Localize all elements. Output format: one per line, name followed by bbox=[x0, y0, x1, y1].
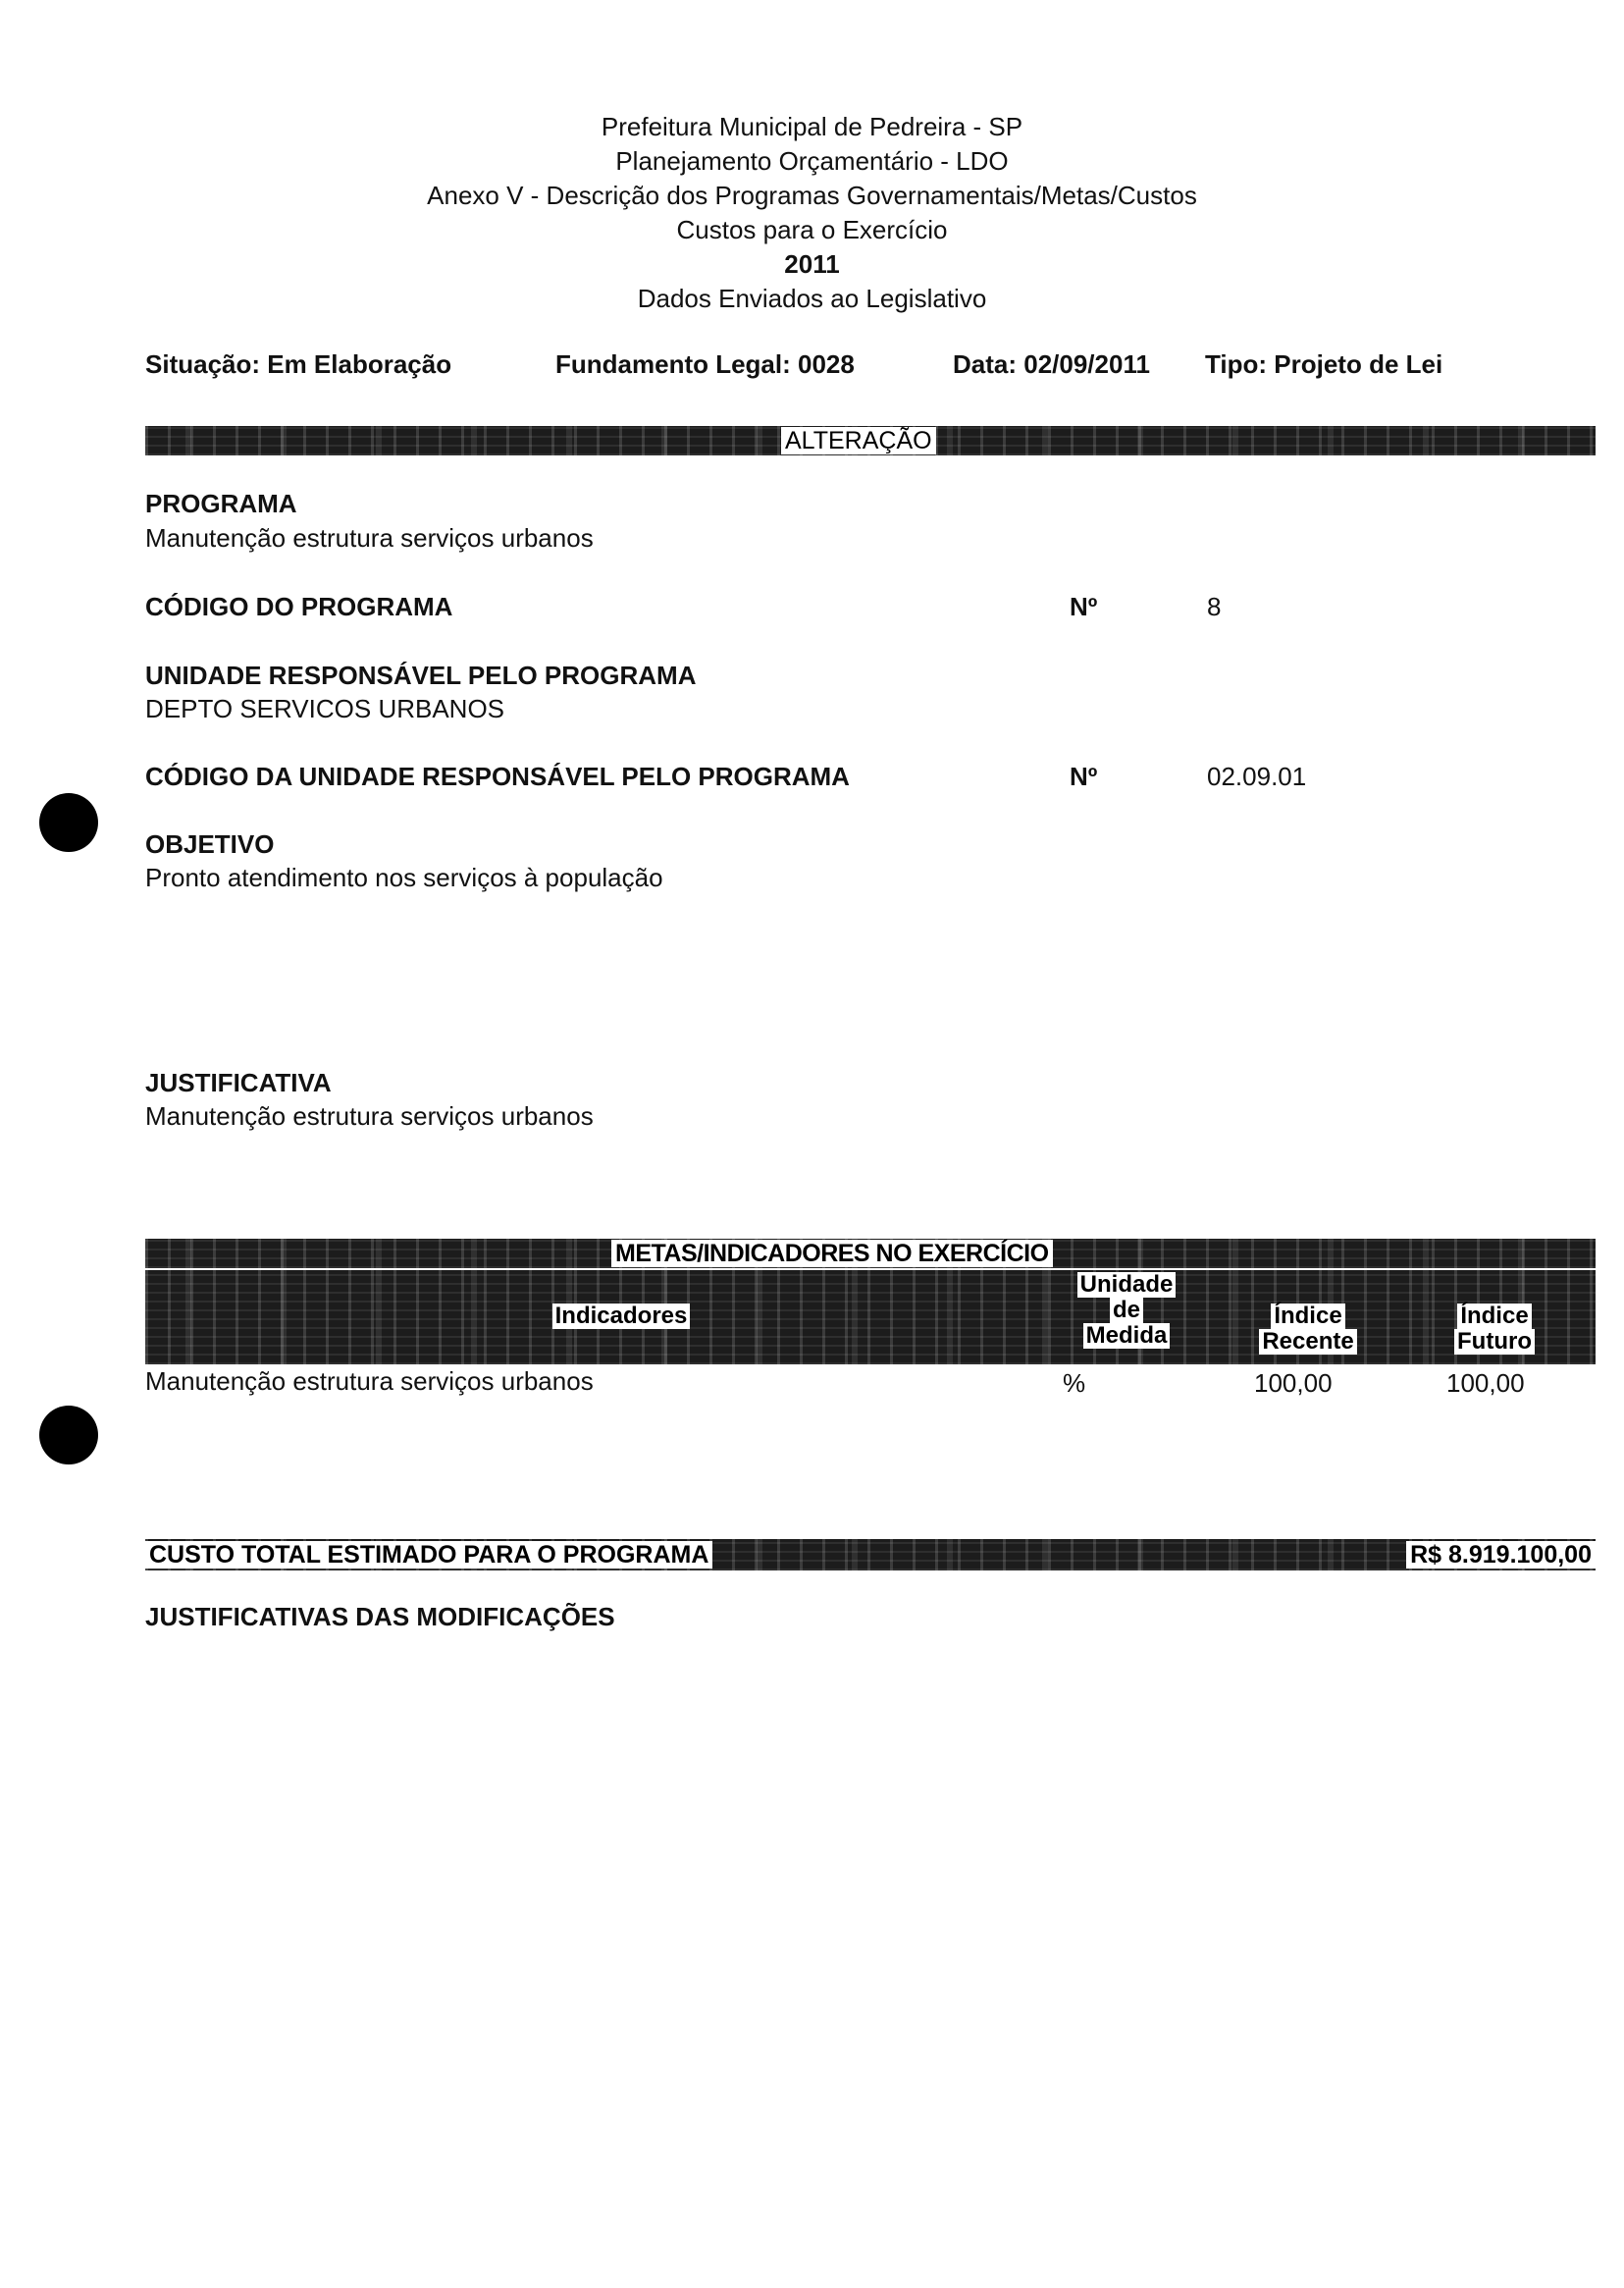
alteracao-label: ALTERAÇÃO bbox=[781, 427, 936, 454]
status-tipo: Tipo: Projeto de Lei bbox=[1205, 349, 1443, 379]
col-recente-header: Índice Recente bbox=[1234, 1304, 1382, 1355]
justificativa-value: Manutenção estrutura serviços urbanos bbox=[145, 1101, 594, 1131]
codigo-programa-label: CÓDIGO DO PROGRAMA bbox=[145, 592, 453, 621]
programa-value: Manutenção estrutura serviços urbanos bbox=[145, 523, 594, 553]
programa-label: PROGRAMA bbox=[145, 489, 297, 518]
row-futuro: 100,00 bbox=[1446, 1368, 1525, 1398]
custo-total-bar bbox=[145, 1539, 1596, 1570]
table-row bbox=[145, 1366, 1596, 1402]
header-sent: Dados Enviados ao Legislativo bbox=[637, 284, 987, 313]
custo-total-label: CUSTO TOTAL ESTIMADO PARA O PROGRAMA bbox=[145, 1541, 712, 1569]
header-municipality: Prefeitura Municipal de Pedreira - SP bbox=[601, 112, 1023, 141]
binder-hole bbox=[39, 793, 98, 852]
custo-total-value: R$ 8.919.100,00 bbox=[1406, 1541, 1596, 1569]
row-unidade: % bbox=[1063, 1368, 1086, 1398]
metas-column-header-bar bbox=[145, 1270, 1596, 1364]
metas-title: METAS/INDICADORES NO EXERCÍCIO bbox=[611, 1240, 1053, 1267]
unidade-label: UNIDADE RESPONSÁVEL PELO PROGRAMA bbox=[145, 661, 697, 690]
header-annex: Anexo V - Descrição dos Programas Governamentais/Metas/Custos bbox=[427, 181, 1197, 210]
codigo-programa-no: Nº bbox=[1070, 592, 1098, 621]
status-row bbox=[145, 349, 1509, 385]
header-year: 2011 bbox=[784, 249, 840, 279]
codigo-programa-value: 8 bbox=[1207, 592, 1222, 621]
row-indicador: Manutenção estrutura serviços urbanos bbox=[145, 1366, 594, 1396]
header-planning: Planejamento Orçamentário - LDO bbox=[615, 146, 1009, 176]
col-futuro-header: Índice Futuro bbox=[1436, 1304, 1553, 1355]
status-situacao: Situação: Em Elaboração bbox=[145, 349, 452, 379]
binder-hole bbox=[39, 1406, 98, 1464]
col-indicadores-header: Indicadores bbox=[523, 1304, 719, 1329]
codigo-unidade-label: CÓDIGO DA UNIDADE RESPONSÁVEL PELO PROGRAMA bbox=[145, 762, 850, 791]
document-header bbox=[0, 110, 1624, 316]
status-data: Data: 02/09/2011 bbox=[953, 349, 1150, 379]
col-unidade-header: Unidade de Medida bbox=[1058, 1272, 1195, 1349]
codigo-unidade-value: 02.09.01 bbox=[1207, 762, 1307, 791]
objetivo-value: Pronto atendimento nos serviços à população bbox=[145, 863, 663, 892]
status-fundamento: Fundamento Legal: 0028 bbox=[555, 349, 855, 379]
objetivo-label: OBJETIVO bbox=[145, 829, 275, 859]
unidade-value: DEPTO SERVICOS URBANOS bbox=[145, 694, 505, 723]
row-recente: 100,00 bbox=[1254, 1368, 1333, 1398]
codigo-unidade-no: Nº bbox=[1070, 762, 1098, 791]
alteracao-bar bbox=[145, 426, 1596, 455]
justificativa-label: JUSTIFICATIVA bbox=[145, 1068, 332, 1097]
header-costs: Custos para o Exercício bbox=[676, 215, 948, 244]
modificacoes-label: JUSTIFICATIVAS DAS MODIFICAÇÕES bbox=[145, 1602, 615, 1631]
metas-title-bar bbox=[145, 1239, 1596, 1268]
